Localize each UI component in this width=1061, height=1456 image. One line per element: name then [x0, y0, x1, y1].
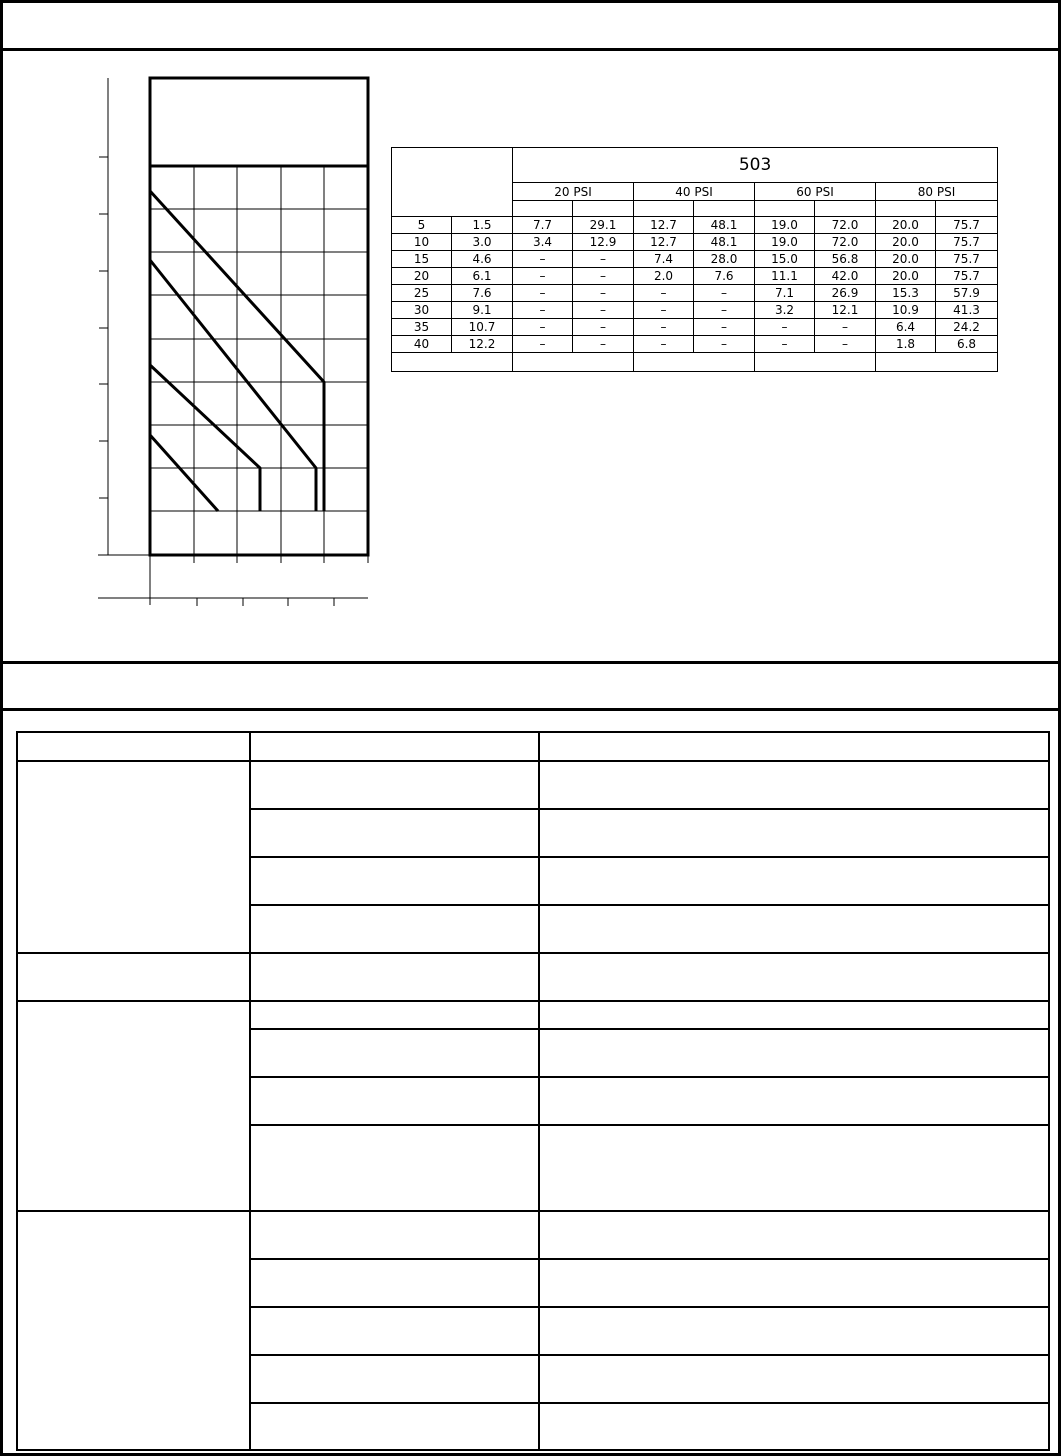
table-cell: –	[513, 285, 573, 302]
cause-cell	[250, 857, 539, 905]
table-cell: 10.7	[452, 319, 513, 336]
table-cell: –	[755, 336, 815, 353]
table-cell: 7.4	[634, 251, 694, 268]
cause-cell	[250, 761, 539, 809]
remedy-cell	[539, 1001, 1049, 1029]
table-row	[17, 1001, 1049, 1029]
table-cell: 42.0	[815, 268, 876, 285]
unit-header-cell	[815, 201, 876, 217]
cause-cell	[250, 1355, 539, 1403]
table-row	[392, 302, 998, 319]
table-cell: 20.0	[876, 251, 936, 268]
cause-cell	[250, 1259, 539, 1307]
table-cell: 72.0	[815, 217, 876, 234]
performance-table-body	[392, 217, 998, 353]
table-cell: 28.0	[694, 251, 755, 268]
table-cell: 24.2	[936, 319, 998, 336]
table-cell: 11.1	[755, 268, 815, 285]
remedy-cell	[539, 905, 1049, 953]
table-cell: 7.6	[694, 268, 755, 285]
curve-40-psi	[150, 365, 260, 511]
y-axis-ticks	[99, 157, 108, 555]
table-cell: 48.1	[694, 234, 755, 251]
table-cell: 19.0	[755, 217, 815, 234]
table-cell: 30	[392, 302, 452, 319]
table-cell: –	[573, 302, 634, 319]
table-row	[392, 251, 998, 268]
table-footer-cell	[513, 353, 634, 372]
table-cell: –	[573, 285, 634, 302]
table-footer-cell	[392, 353, 513, 372]
table-cell: 7.7	[513, 217, 573, 234]
remedy-cell	[539, 1029, 1049, 1077]
table-cell: 40	[392, 336, 452, 353]
table-cell: –	[573, 251, 634, 268]
table-footer-cell	[876, 353, 998, 372]
table-cell: –	[513, 336, 573, 353]
table-cell: 1.8	[876, 336, 936, 353]
table-cell: 57.9	[936, 285, 998, 302]
table-cell: –	[694, 285, 755, 302]
cause-cell	[250, 1001, 539, 1029]
section-divider	[0, 661, 1061, 664]
remedy-cell	[539, 953, 1049, 1001]
table-cell: 75.7	[936, 217, 998, 234]
header-cell-problem	[17, 732, 250, 761]
header-cell-remedy	[539, 732, 1049, 761]
table-cell: 6.4	[876, 319, 936, 336]
troubleshooting-table	[16, 731, 1050, 1451]
remedy-cell	[539, 857, 1049, 905]
remedy-cell	[539, 1259, 1049, 1307]
table-cell: –	[694, 336, 755, 353]
table-cell: –	[513, 319, 573, 336]
table-cell: 48.1	[694, 217, 755, 234]
cause-cell	[250, 1403, 539, 1450]
curve-20-psi	[150, 435, 218, 511]
table-cell: 20.0	[876, 217, 936, 234]
table-cell: 20.0	[876, 268, 936, 285]
table-cell: 5	[392, 217, 452, 234]
table-cell: 26.9	[815, 285, 876, 302]
troubleshooting-header-row	[17, 732, 1049, 761]
table-row	[392, 234, 998, 251]
table-footer-cell	[634, 353, 755, 372]
cause-cell	[250, 809, 539, 857]
remedy-cell	[539, 809, 1049, 857]
remedy-cell	[539, 1211, 1049, 1259]
table-cell: 75.7	[936, 234, 998, 251]
table-cell: 3.2	[755, 302, 815, 319]
table-row	[17, 761, 1049, 809]
table-row	[392, 319, 998, 336]
table-cell: 25	[392, 285, 452, 302]
pressure-header: 60 PSI	[755, 183, 876, 201]
pressure-header: 40 PSI	[634, 183, 755, 201]
remedy-cell	[539, 1355, 1049, 1403]
table-corner-cell	[392, 148, 513, 217]
remedy-cell	[539, 1403, 1049, 1450]
table-cell: 9.1	[452, 302, 513, 319]
table-cell: 56.8	[815, 251, 876, 268]
table-cell: –	[513, 251, 573, 268]
table-cell: 15.0	[755, 251, 815, 268]
cause-cell	[250, 1307, 539, 1355]
table-cell: 6.1	[452, 268, 513, 285]
unit-header-cell	[755, 201, 815, 217]
model-number: 503	[513, 148, 998, 183]
pressure-header: 20 PSI	[513, 183, 634, 201]
curve-60-psi	[150, 260, 316, 511]
table-cell: 15.3	[876, 285, 936, 302]
table-cell: 12.9	[573, 234, 634, 251]
troubleshooting-header	[0, 708, 1061, 711]
secondary-x-axis-ticks	[197, 598, 334, 606]
table-cell: –	[573, 268, 634, 285]
cause-cell	[250, 1125, 539, 1211]
table-cell: 20	[392, 268, 452, 285]
table-cell: 10	[392, 234, 452, 251]
table-cell: 6.8	[936, 336, 998, 353]
table-cell: 12.2	[452, 336, 513, 353]
table-cell: 2.0	[634, 268, 694, 285]
remedy-cell	[539, 761, 1049, 809]
table-cell: 1.5	[452, 217, 513, 234]
table-cell: –	[513, 268, 573, 285]
table-cell: 19.0	[755, 234, 815, 251]
table-cell: 3.0	[452, 234, 513, 251]
table-cell: 35	[392, 319, 452, 336]
cause-cell	[250, 1029, 539, 1077]
table-cell: 29.1	[573, 217, 634, 234]
table-cell: –	[573, 336, 634, 353]
table-cell: 7.1	[755, 285, 815, 302]
table-cell: 7.6	[452, 285, 513, 302]
table-cell: –	[634, 302, 694, 319]
problem-cell	[17, 953, 250, 1001]
table-cell: 12.7	[634, 234, 694, 251]
cause-cell	[250, 905, 539, 953]
cause-cell	[250, 953, 539, 1001]
unit-header-cell	[876, 201, 936, 217]
table-cell: 12.1	[815, 302, 876, 319]
table-cell: 4.6	[452, 251, 513, 268]
table-cell: –	[694, 319, 755, 336]
table-cell: 41.3	[936, 302, 998, 319]
remedy-cell	[539, 1125, 1049, 1211]
table-cell: –	[513, 302, 573, 319]
table-cell: –	[815, 336, 876, 353]
problem-cell	[17, 1211, 250, 1450]
unit-header-cell	[573, 201, 634, 217]
table-cell: –	[755, 319, 815, 336]
table-cell: 20.0	[876, 234, 936, 251]
table-row	[17, 1211, 1049, 1259]
remedy-cell	[539, 1077, 1049, 1125]
header-cell-cause	[250, 732, 539, 761]
table-cell: 12.7	[634, 217, 694, 234]
table-cell: 75.7	[936, 251, 998, 268]
table-cell: –	[634, 285, 694, 302]
unit-header-cell	[936, 201, 998, 217]
table-cell: 15	[392, 251, 452, 268]
performance-table	[391, 147, 998, 372]
table-cell: 75.7	[936, 268, 998, 285]
table-row	[392, 336, 998, 353]
table-cell: –	[634, 319, 694, 336]
table-cell: –	[634, 336, 694, 353]
problem-cell	[17, 1001, 250, 1211]
pressure-header: 80 PSI	[876, 183, 998, 201]
table-row	[392, 285, 998, 302]
unit-header-cell	[634, 201, 694, 217]
table-cell: –	[694, 302, 755, 319]
remedy-cell	[539, 1307, 1049, 1355]
cause-cell	[250, 1077, 539, 1125]
table-cell: 72.0	[815, 234, 876, 251]
table-row	[392, 217, 998, 234]
table-cell: 3.4	[513, 234, 573, 251]
problem-cell	[17, 761, 250, 953]
unit-header-cell	[694, 201, 755, 217]
table-cell: –	[815, 319, 876, 336]
table-row	[17, 953, 1049, 1001]
table-cell: 10.9	[876, 302, 936, 319]
table-footer-cell	[755, 353, 876, 372]
table-cell: –	[573, 319, 634, 336]
unit-header-cell	[513, 201, 573, 217]
table-row	[392, 268, 998, 285]
cause-cell	[250, 1211, 539, 1259]
